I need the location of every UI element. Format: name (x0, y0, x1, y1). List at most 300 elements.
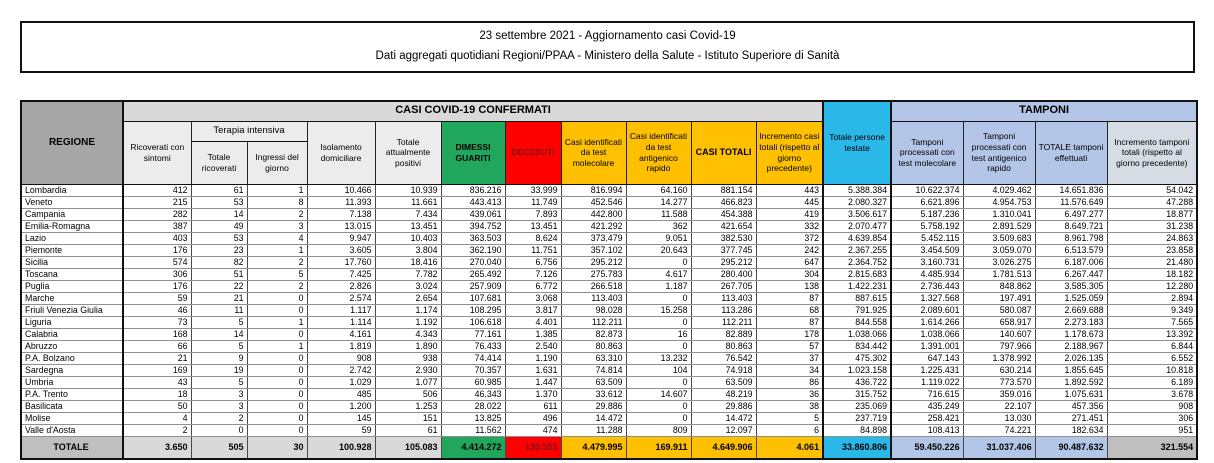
header-tamponi-antigenico: Tamponi processati con test antigenico rapido (963, 121, 1035, 184)
value-cell: 76.542 (691, 352, 756, 364)
value-cell: 0 (626, 376, 691, 388)
header-incremento-casi: Incremento casi totali (rispetto al giorno precedente) (756, 121, 823, 184)
total-value-cell: 3.650 (123, 436, 191, 459)
value-cell: 2 (247, 256, 307, 268)
value-cell: 265.492 (441, 268, 505, 280)
value-cell: 280.400 (691, 268, 756, 280)
value-cell: 47.288 (1107, 196, 1197, 208)
value-cell: 1.174 (375, 304, 441, 316)
value-cell: 0 (247, 376, 307, 388)
value-cell: 474 (505, 424, 561, 436)
table-row (21, 280, 1197, 292)
value-cell: 797.966 (963, 340, 1035, 352)
region-name-cell: Umbria (21, 376, 123, 388)
value-cell: 176 (123, 244, 191, 256)
value-cell: 1 (247, 340, 307, 352)
value-cell: 0 (247, 328, 307, 340)
value-cell: 0 (626, 340, 691, 352)
value-cell: 80.863 (561, 340, 626, 352)
value-cell: 5.758.192 (891, 220, 963, 232)
value-cell: 68 (756, 304, 823, 316)
value-cell: 13.825 (441, 412, 505, 424)
value-cell: 1.614.266 (891, 316, 963, 328)
region-name-cell: Liguria (21, 316, 123, 328)
value-cell: 6.267.447 (1035, 268, 1107, 280)
value-cell: 0 (191, 424, 247, 436)
value-cell: 436.722 (823, 376, 891, 388)
value-cell: 107.681 (441, 292, 505, 304)
value-cell: 1.029 (307, 376, 375, 388)
table-row (21, 220, 1197, 232)
covid-data-table (20, 100, 1198, 460)
value-cell: 14.607 (626, 388, 691, 400)
value-cell: 496 (505, 412, 561, 424)
table-row (21, 424, 1197, 436)
value-cell: 574 (123, 256, 191, 268)
total-value-cell: 33.860.806 (823, 436, 891, 459)
value-cell: 168 (123, 328, 191, 340)
table-row (21, 352, 1197, 364)
value-cell: 12.280 (1107, 280, 1197, 292)
value-cell: 235.069 (823, 400, 891, 412)
header-incremento-tamponi: Incremento tamponi totali (rispetto al giorno precedente) (1107, 121, 1197, 184)
value-cell: 332 (756, 220, 823, 232)
value-cell: 54.042 (1107, 184, 1197, 196)
value-cell: 1.192 (375, 316, 441, 328)
value-cell: 70.357 (441, 364, 505, 376)
value-cell: 22 (191, 280, 247, 292)
value-cell: 1.190 (505, 352, 561, 364)
value-cell: 4.029.462 (963, 184, 1035, 196)
table-row (21, 244, 1197, 256)
value-cell: 11 (191, 304, 247, 316)
value-cell: 38 (756, 400, 823, 412)
value-cell: 237.719 (823, 412, 891, 424)
region-name-cell: Toscana (21, 268, 123, 280)
value-cell: 2.364.752 (823, 256, 891, 268)
value-cell: 3 (247, 220, 307, 232)
region-name-cell: Campania (21, 208, 123, 220)
value-cell: 63.509 (561, 376, 626, 388)
value-cell: 3.509.683 (963, 232, 1035, 244)
value-cell: 17.760 (307, 256, 375, 268)
value-cell: 8.961.798 (1035, 232, 1107, 244)
value-cell: 169 (123, 364, 191, 376)
value-cell: 84.898 (823, 424, 891, 436)
value-cell: 4 (123, 412, 191, 424)
region-name-cell: Puglia (21, 280, 123, 292)
bulletin-subtitle: Dati aggregati quotidiani Regioni/PPAA - Ministero della Salute - Istituto Superiore di Sanità (375, 50, 840, 63)
value-cell: 363.503 (441, 232, 505, 244)
value-cell: 773.570 (963, 376, 1035, 388)
table-row (21, 412, 1197, 424)
value-cell: 242 (756, 244, 823, 256)
value-cell: 1.038.066 (823, 328, 891, 340)
value-cell: 43 (123, 376, 191, 388)
value-cell: 4.343 (375, 328, 441, 340)
value-cell: 2.742 (307, 364, 375, 376)
value-cell: 3.678 (1107, 388, 1197, 400)
value-cell: 11.749 (505, 196, 561, 208)
value-cell: 34 (756, 364, 823, 376)
region-name-cell: Sardegna (21, 364, 123, 376)
value-cell: 14 (191, 208, 247, 220)
value-cell: 61 (375, 424, 441, 436)
value-cell: 421.292 (561, 220, 626, 232)
value-cell: 10.818 (1107, 364, 1197, 376)
value-cell: 10.466 (307, 184, 375, 196)
value-cell: 373.479 (561, 232, 626, 244)
total-value-cell: 4.479.995 (561, 436, 626, 459)
value-cell: 3.454.509 (891, 244, 963, 256)
value-cell: 60.985 (441, 376, 505, 388)
region-name-cell: Valle d'Aosta (21, 424, 123, 436)
value-cell: 21 (191, 292, 247, 304)
value-cell: 11.393 (307, 196, 375, 208)
value-cell: 14.277 (626, 196, 691, 208)
value-cell: 15.258 (626, 304, 691, 316)
value-cell: 306 (123, 268, 191, 280)
table-row (21, 256, 1197, 268)
table-row (21, 292, 1197, 304)
region-name-cell: Emilia-Romagna (21, 220, 123, 232)
value-cell: 145 (307, 412, 375, 424)
header-ingressi-giorno: Ingressi del giorno (247, 141, 307, 184)
value-cell: 362 (626, 220, 691, 232)
value-cell: 791.925 (823, 304, 891, 316)
value-cell: 3.160.731 (891, 256, 963, 268)
value-cell: 362.190 (441, 244, 505, 256)
header-regione: REGIONE (21, 101, 123, 184)
total-value-cell: 4.414.272 (441, 436, 505, 459)
value-cell: 108.295 (441, 304, 505, 316)
value-cell: 9.349 (1107, 304, 1197, 316)
value-cell: 28.022 (441, 400, 505, 412)
value-cell: 412 (123, 184, 191, 196)
table-row (21, 184, 1197, 196)
value-cell: 1.385 (505, 328, 561, 340)
value-cell: 48.219 (691, 388, 756, 400)
value-cell: 13.030 (963, 412, 1035, 424)
value-cell: 197.491 (963, 292, 1035, 304)
value-cell: 6.756 (505, 256, 561, 268)
table-row (21, 340, 1197, 352)
value-cell: 3.817 (505, 304, 561, 316)
value-cell: 51 (191, 268, 247, 280)
value-cell: 387 (123, 220, 191, 232)
value-cell: 19 (191, 364, 247, 376)
value-cell: 2.080.327 (823, 196, 891, 208)
value-cell: 836.216 (441, 184, 505, 196)
table-row (21, 232, 1197, 244)
value-cell: 2.026.135 (1035, 352, 1107, 364)
value-cell: 14.472 (561, 412, 626, 424)
value-cell: 14.472 (691, 412, 756, 424)
value-cell: 443.413 (441, 196, 505, 208)
value-cell: 271.451 (1035, 412, 1107, 424)
value-cell: 46.343 (441, 388, 505, 400)
value-cell: 0 (626, 292, 691, 304)
header-totale-positivi: Totale attualmente positivi (375, 121, 441, 184)
value-cell: 2.070.477 (823, 220, 891, 232)
value-cell: 18.416 (375, 256, 441, 268)
value-cell: 104 (626, 364, 691, 376)
value-cell: 66 (123, 340, 191, 352)
value-cell: 86 (756, 376, 823, 388)
value-cell: 138 (756, 280, 823, 292)
value-cell: 7.565 (1107, 316, 1197, 328)
value-cell: 315.752 (823, 388, 891, 400)
value-cell: 295.212 (561, 256, 626, 268)
value-cell: 7.126 (505, 268, 561, 280)
total-value-cell: 30 (247, 436, 307, 459)
value-cell: 377.745 (691, 244, 756, 256)
value-cell: 5.452.115 (891, 232, 963, 244)
value-cell: 372 (756, 232, 823, 244)
value-cell: 394.752 (441, 220, 505, 232)
value-cell: 140.607 (963, 328, 1035, 340)
region-name-cell: Friuli Venezia Giulia (21, 304, 123, 316)
value-cell: 31.238 (1107, 220, 1197, 232)
value-cell: 3.024 (375, 280, 441, 292)
value-cell: 74.918 (691, 364, 756, 376)
value-cell: 443 (756, 184, 823, 196)
value-cell: 6 (756, 424, 823, 436)
value-cell: 24.863 (1107, 232, 1197, 244)
header-totale-tamponi: TOTALE tamponi effettuati (1035, 121, 1107, 184)
total-label-cell: TOTALE (21, 436, 123, 459)
value-cell: 421.654 (691, 220, 756, 232)
value-cell: 258.421 (891, 412, 963, 424)
value-cell: 7.138 (307, 208, 375, 220)
header-group-tamponi: TAMPONI (891, 101, 1197, 121)
value-cell: 1.253 (375, 400, 441, 412)
value-cell: 1.310.041 (963, 208, 1035, 220)
value-cell: 3.585.305 (1035, 280, 1107, 292)
total-value-cell: 100.928 (307, 436, 375, 459)
table-row (21, 400, 1197, 412)
value-cell: 485 (307, 388, 375, 400)
value-cell: 295.212 (691, 256, 756, 268)
value-cell: 63.509 (691, 376, 756, 388)
value-cell: 82.889 (691, 328, 756, 340)
value-cell: 275.783 (561, 268, 626, 280)
value-cell: 1.525.059 (1035, 292, 1107, 304)
value-cell: 33.612 (561, 388, 626, 400)
value-cell: 106.618 (441, 316, 505, 328)
header-group-casi-confermati: CASI COVID-19 CONFERMATI (123, 101, 823, 121)
header-deceduti: DECEDUTI (505, 121, 561, 184)
table-header (21, 101, 1197, 184)
value-cell: 3.059.070 (963, 244, 1035, 256)
value-cell: 37 (756, 352, 823, 364)
value-cell: 2.367.255 (823, 244, 891, 256)
value-cell: 11.576.649 (1035, 196, 1107, 208)
value-cell: 13.451 (375, 220, 441, 232)
value-cell: 834.442 (823, 340, 891, 352)
total-value-cell: 105.083 (375, 436, 441, 459)
value-cell: 1.038.066 (891, 328, 963, 340)
value-cell: 2.654 (375, 292, 441, 304)
header-dimessi-guariti: DIMESSI GUARITI (441, 121, 505, 184)
table-row (21, 388, 1197, 400)
value-cell: 1.200 (307, 400, 375, 412)
value-cell: 10.403 (375, 232, 441, 244)
value-cell: 0 (247, 292, 307, 304)
value-cell: 908 (307, 352, 375, 364)
value-cell: 0 (247, 388, 307, 400)
value-cell: 53 (191, 196, 247, 208)
table-footer (21, 436, 1197, 459)
value-cell: 2 (247, 208, 307, 220)
value-cell: 0 (247, 364, 307, 376)
table-row (21, 376, 1197, 388)
bulletin-title-box (20, 21, 1195, 73)
region-name-cell: Sicilia (21, 256, 123, 268)
value-cell: 12.097 (691, 424, 756, 436)
value-cell: 176 (123, 280, 191, 292)
value-cell: 630.214 (963, 364, 1035, 376)
value-cell: 9 (191, 352, 247, 364)
value-cell: 1 (247, 316, 307, 328)
value-cell: 951 (1107, 424, 1197, 436)
value-cell: 403 (123, 232, 191, 244)
value-cell: 1.117 (307, 304, 375, 316)
region-name-cell: Calabria (21, 328, 123, 340)
value-cell: 18.182 (1107, 268, 1197, 280)
value-cell: 2.891.529 (963, 220, 1035, 232)
value-cell: 61 (191, 184, 247, 196)
value-cell: 11.288 (561, 424, 626, 436)
value-cell: 50 (123, 400, 191, 412)
value-cell: 7.434 (375, 208, 441, 220)
value-cell: 7.782 (375, 268, 441, 280)
value-cell: 270.040 (441, 256, 505, 268)
value-cell: 716.615 (891, 388, 963, 400)
value-cell: 98.028 (561, 304, 626, 316)
header-casi-totali: CASI TOTALI (691, 121, 756, 184)
value-cell: 9.947 (307, 232, 375, 244)
value-cell: 1.327.568 (891, 292, 963, 304)
value-cell: 14.651.836 (1035, 184, 1107, 196)
value-cell: 442.800 (561, 208, 626, 220)
value-cell: 5.187.236 (891, 208, 963, 220)
header-tamponi-molecolare: Tamponi processati con test molecolare (891, 121, 963, 184)
value-cell: 22.107 (963, 400, 1035, 412)
value-cell: 59 (307, 424, 375, 436)
value-cell: 1.892.592 (1035, 376, 1107, 388)
value-cell: 33.999 (505, 184, 561, 196)
total-value-cell: 59.450.226 (891, 436, 963, 459)
value-cell: 6.772 (505, 280, 561, 292)
value-cell: 77.161 (441, 328, 505, 340)
value-cell: 816.994 (561, 184, 626, 196)
value-cell: 80.863 (691, 340, 756, 352)
value-cell: 282 (123, 208, 191, 220)
value-cell: 46 (123, 304, 191, 316)
value-cell: 0 (247, 400, 307, 412)
region-name-cell: Piemonte (21, 244, 123, 256)
value-cell: 848.862 (963, 280, 1035, 292)
value-cell: 3 (191, 388, 247, 400)
value-cell: 2.188.967 (1035, 340, 1107, 352)
value-cell: 4.639.854 (823, 232, 891, 244)
value-cell: 6.189 (1107, 376, 1197, 388)
value-cell: 1.114 (307, 316, 375, 328)
header-group-terapia-intensiva: Terapia intensiva (191, 121, 307, 141)
value-cell: 2 (123, 424, 191, 436)
value-cell: 3 (191, 400, 247, 412)
region-name-cell: Veneto (21, 196, 123, 208)
value-cell: 36 (756, 388, 823, 400)
value-cell: 2 (191, 412, 247, 424)
value-cell: 74.414 (441, 352, 505, 364)
value-cell: 938 (375, 352, 441, 364)
value-cell: 9.051 (626, 232, 691, 244)
value-cell: 1.819 (307, 340, 375, 352)
value-cell: 466.823 (691, 196, 756, 208)
value-cell: 6.497.277 (1035, 208, 1107, 220)
value-cell: 0 (626, 412, 691, 424)
value-cell: 1.077 (375, 376, 441, 388)
table-row (21, 268, 1197, 280)
value-cell: 7.425 (307, 268, 375, 280)
region-name-cell: Lombardia (21, 184, 123, 196)
value-cell: 1.370 (505, 388, 561, 400)
header-persone-testate: Totale persone testate (823, 101, 891, 184)
value-cell: 1.075.631 (1035, 388, 1107, 400)
value-cell: 3.068 (505, 292, 561, 304)
region-name-cell: P.A. Trento (21, 388, 123, 400)
total-value-cell: 31.037.406 (963, 436, 1035, 459)
value-cell: 29.886 (561, 400, 626, 412)
region-name-cell: Basilicata (21, 400, 123, 412)
value-cell: 76.433 (441, 340, 505, 352)
value-cell: 4.617 (626, 268, 691, 280)
header-ricoverati-sintomi: Ricoverati con sintomi (123, 121, 191, 184)
value-cell: 6.621.896 (891, 196, 963, 208)
header-casi-test-antigenico: Casi identificati da test antigenico rapido (626, 121, 691, 184)
value-cell: 1.890 (375, 340, 441, 352)
value-cell: 445 (756, 196, 823, 208)
value-cell: 2.540 (505, 340, 561, 352)
value-cell: 452.546 (561, 196, 626, 208)
value-cell: 108.413 (891, 424, 963, 436)
value-cell: 11.562 (441, 424, 505, 436)
value-cell: 2.826 (307, 280, 375, 292)
value-cell: 1.781.513 (963, 268, 1035, 280)
value-cell: 13.392 (1107, 328, 1197, 340)
value-cell: 1.447 (505, 376, 561, 388)
value-cell: 809 (626, 424, 691, 436)
value-cell: 8.649.721 (1035, 220, 1107, 232)
value-cell: 0 (247, 352, 307, 364)
value-cell: 457.356 (1035, 400, 1107, 412)
value-cell: 13.232 (626, 352, 691, 364)
value-cell: 1.631 (505, 364, 561, 376)
value-cell: 611 (505, 400, 561, 412)
value-cell: 59 (123, 292, 191, 304)
value-cell: 74.814 (561, 364, 626, 376)
header-totale-ricoverati: Totale ricoverati (191, 141, 247, 184)
value-cell: 18 (123, 388, 191, 400)
value-cell: 215 (123, 196, 191, 208)
value-cell: 4.954.753 (963, 196, 1035, 208)
value-cell: 304 (756, 268, 823, 280)
total-value-cell: 130.551 (505, 436, 561, 459)
value-cell: 0 (247, 424, 307, 436)
value-cell: 1 (247, 244, 307, 256)
